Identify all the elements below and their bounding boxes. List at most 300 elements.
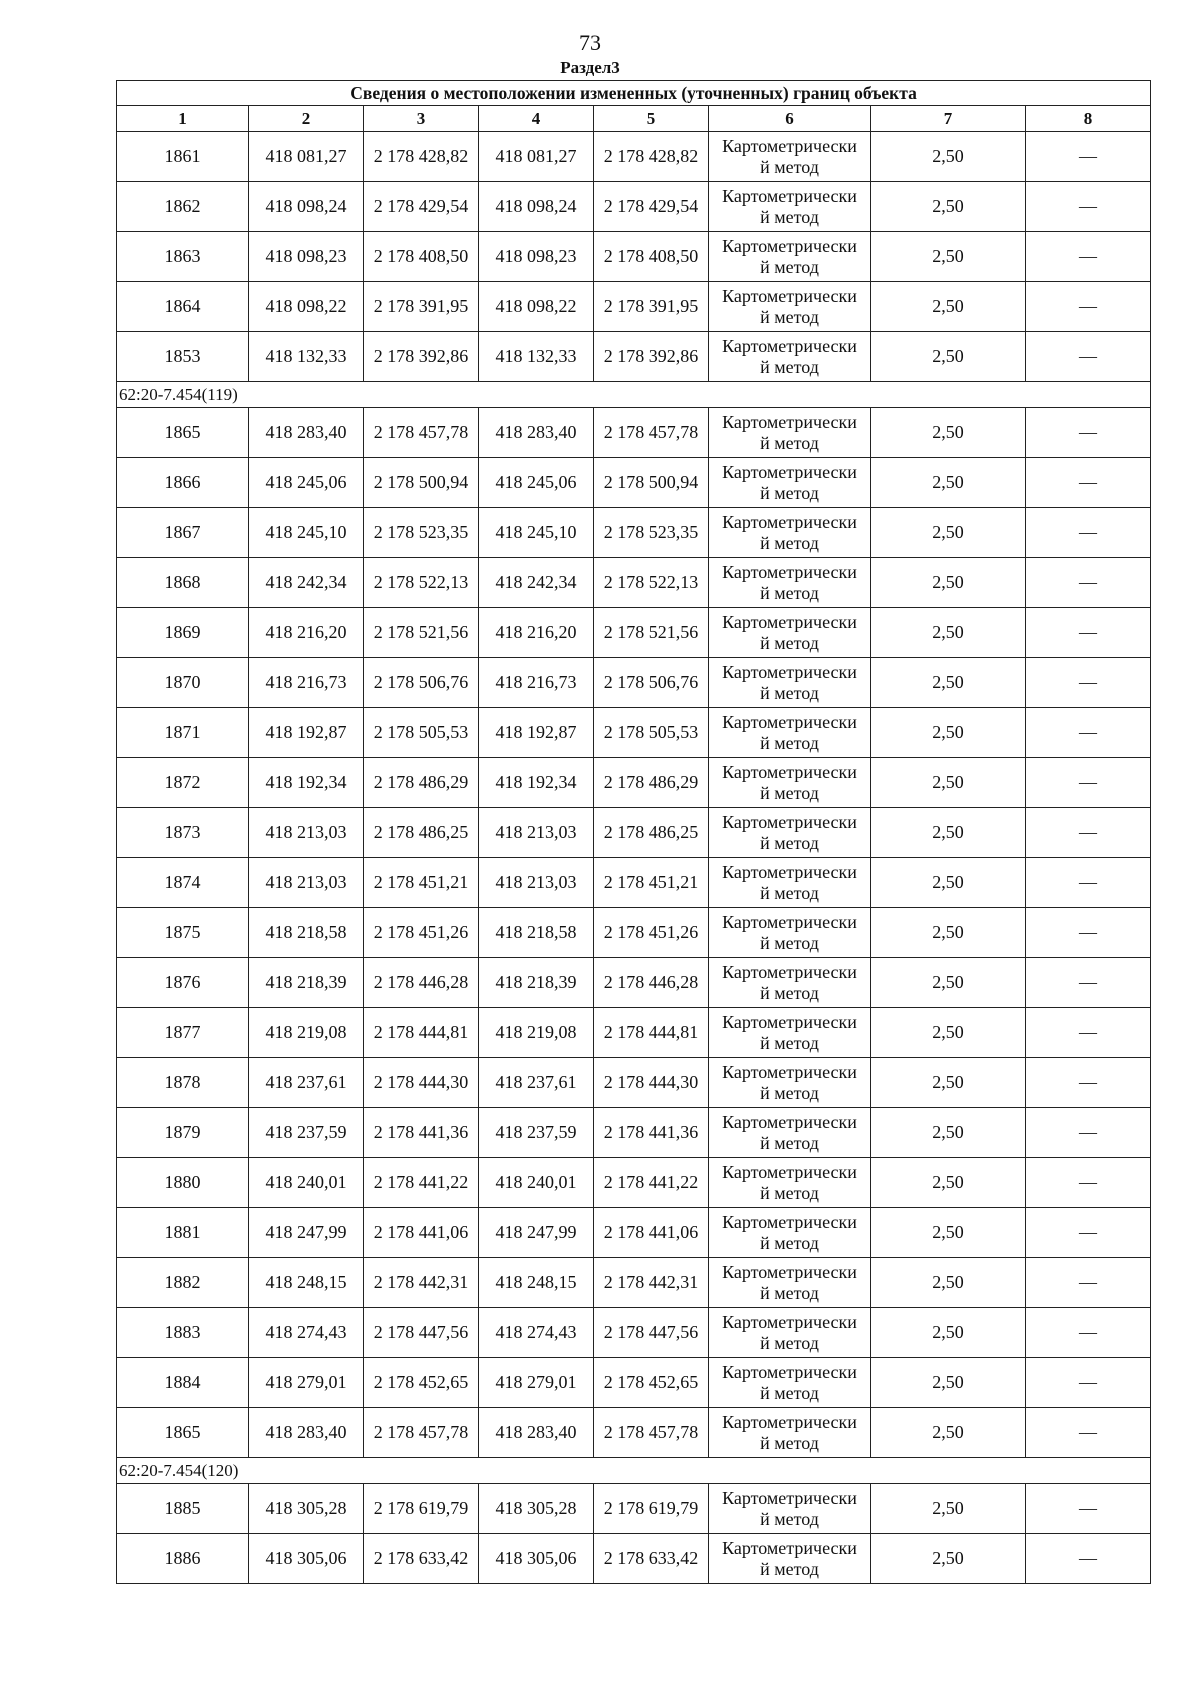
x-new: 418 245,10 bbox=[479, 508, 594, 558]
table-row bbox=[117, 182, 1151, 232]
accuracy: 2,50 bbox=[871, 958, 1026, 1008]
method-text: Картометрически bbox=[722, 861, 857, 882]
method-text: Картометрически bbox=[722, 1111, 857, 1132]
method-text: й метод bbox=[760, 782, 819, 803]
method-text: Картометрически bbox=[722, 1061, 857, 1082]
method-text: й метод bbox=[760, 206, 819, 227]
y-new: 2 178 500,94 bbox=[594, 458, 709, 508]
point-number: 1875 bbox=[117, 908, 249, 958]
accuracy: 2,50 bbox=[871, 332, 1026, 382]
table-row bbox=[117, 858, 1151, 908]
x-new: 418 213,03 bbox=[479, 808, 594, 858]
point-number: 1864 bbox=[117, 282, 249, 332]
x-old: 418 098,22 bbox=[249, 282, 364, 332]
column-number: 3 bbox=[364, 106, 479, 132]
description: — bbox=[1026, 332, 1151, 382]
y-new: 2 178 486,29 bbox=[594, 758, 709, 808]
method-cell bbox=[709, 608, 871, 658]
accuracy: 2,50 bbox=[871, 908, 1026, 958]
table-row bbox=[117, 958, 1151, 1008]
accuracy: 2,50 bbox=[871, 1358, 1026, 1408]
y-new: 2 178 619,79 bbox=[594, 1484, 709, 1534]
accuracy: 2,50 bbox=[871, 408, 1026, 458]
x-new: 418 192,34 bbox=[479, 758, 594, 808]
description: — bbox=[1026, 282, 1151, 332]
y-new: 2 178 446,28 bbox=[594, 958, 709, 1008]
y-old: 2 178 447,56 bbox=[364, 1308, 479, 1358]
section-title: Раздел3 bbox=[560, 58, 620, 77]
x-new: 418 242,34 bbox=[479, 558, 594, 608]
column-number: 5 bbox=[594, 106, 709, 132]
method-text: Картометрически bbox=[722, 1011, 857, 1032]
y-new: 2 178 428,82 bbox=[594, 132, 709, 182]
y-old: 2 178 451,21 bbox=[364, 858, 479, 908]
column-number: 4 bbox=[479, 106, 594, 132]
y-old: 2 178 441,22 bbox=[364, 1158, 479, 1208]
x-new: 418 218,39 bbox=[479, 958, 594, 1008]
description: — bbox=[1026, 708, 1151, 758]
page-number: 73 bbox=[579, 30, 601, 55]
description: — bbox=[1026, 858, 1151, 908]
accuracy: 2,50 bbox=[871, 282, 1026, 332]
point-number: 1885 bbox=[117, 1484, 249, 1534]
description: — bbox=[1026, 1484, 1151, 1534]
y-new: 2 178 521,56 bbox=[594, 608, 709, 658]
method-text: Картометрически bbox=[722, 961, 857, 982]
method-text: Картометрически bbox=[722, 661, 857, 682]
method-text: й метод bbox=[760, 1132, 819, 1153]
point-number: 1862 bbox=[117, 182, 249, 232]
method-text: й метод bbox=[760, 1432, 819, 1453]
y-new: 2 178 429,54 bbox=[594, 182, 709, 232]
point-number: 1876 bbox=[117, 958, 249, 1008]
method-text: й метод bbox=[760, 482, 819, 503]
column-number: 2 bbox=[249, 106, 364, 132]
method-cell bbox=[709, 1008, 871, 1058]
y-old: 2 178 441,36 bbox=[364, 1108, 479, 1158]
method-cell bbox=[709, 1258, 871, 1308]
description: — bbox=[1026, 458, 1151, 508]
point-number: 1882 bbox=[117, 1258, 249, 1308]
table-row bbox=[117, 282, 1151, 332]
method-text: й метод bbox=[760, 1232, 819, 1253]
y-old: 2 178 619,79 bbox=[364, 1484, 479, 1534]
y-old: 2 178 452,65 bbox=[364, 1358, 479, 1408]
y-new: 2 178 451,26 bbox=[594, 908, 709, 958]
method-cell bbox=[709, 708, 871, 758]
x-new: 418 132,33 bbox=[479, 332, 594, 382]
accuracy: 2,50 bbox=[871, 1208, 1026, 1258]
y-old: 2 178 392,86 bbox=[364, 332, 479, 382]
y-new: 2 178 392,86 bbox=[594, 332, 709, 382]
description: — bbox=[1026, 508, 1151, 558]
method-text: й метод bbox=[760, 1508, 819, 1529]
y-old: 2 178 521,56 bbox=[364, 608, 479, 658]
method-text: Картометрически bbox=[722, 611, 857, 632]
method-text: Картометрически bbox=[722, 1211, 857, 1232]
x-new: 418 237,61 bbox=[479, 1058, 594, 1108]
table-row bbox=[117, 708, 1151, 758]
table-row bbox=[117, 1408, 1151, 1458]
method-text: й метод bbox=[760, 306, 819, 327]
method-cell bbox=[709, 1484, 871, 1534]
point-number: 1880 bbox=[117, 1158, 249, 1208]
method-text: Картометрически bbox=[722, 1161, 857, 1182]
table-row bbox=[117, 232, 1151, 282]
x-new: 418 274,43 bbox=[479, 1308, 594, 1358]
table-caption-row bbox=[117, 81, 1151, 106]
y-old: 2 178 500,94 bbox=[364, 458, 479, 508]
y-new: 2 178 441,36 bbox=[594, 1108, 709, 1158]
point-number: 1861 bbox=[117, 132, 249, 182]
method-cell bbox=[709, 332, 871, 382]
method-text: Картометрически bbox=[722, 1487, 857, 1508]
y-old: 2 178 457,78 bbox=[364, 408, 479, 458]
x-new: 418 216,20 bbox=[479, 608, 594, 658]
x-old: 418 237,59 bbox=[249, 1108, 364, 1158]
method-text: Картометрически bbox=[722, 811, 857, 832]
x-old: 418 218,58 bbox=[249, 908, 364, 958]
description: — bbox=[1026, 958, 1151, 1008]
point-number: 1863 bbox=[117, 232, 249, 282]
table-row bbox=[117, 408, 1151, 458]
x-new: 418 237,59 bbox=[479, 1108, 594, 1158]
method-text: Картометрически bbox=[722, 511, 857, 532]
method-text: й метод bbox=[760, 582, 819, 603]
accuracy: 2,50 bbox=[871, 508, 1026, 558]
group-header-row bbox=[117, 382, 1151, 408]
y-new: 2 178 452,65 bbox=[594, 1358, 709, 1408]
point-number: 1881 bbox=[117, 1208, 249, 1258]
y-old: 2 178 446,28 bbox=[364, 958, 479, 1008]
description: — bbox=[1026, 182, 1151, 232]
x-old: 418 213,03 bbox=[249, 808, 364, 858]
method-text: й метод bbox=[760, 1382, 819, 1403]
accuracy: 2,50 bbox=[871, 232, 1026, 282]
description: — bbox=[1026, 1408, 1151, 1458]
y-new: 2 178 457,78 bbox=[594, 1408, 709, 1458]
y-old: 2 178 444,30 bbox=[364, 1058, 479, 1108]
method-cell bbox=[709, 758, 871, 808]
description: — bbox=[1026, 408, 1151, 458]
accuracy: 2,50 bbox=[871, 1308, 1026, 1358]
y-new: 2 178 522,13 bbox=[594, 558, 709, 608]
description: — bbox=[1026, 1534, 1151, 1584]
group-id: 62:20-7.454(120) bbox=[117, 1458, 1151, 1484]
method-text: й метод bbox=[760, 1332, 819, 1353]
method-text: Картометрически bbox=[722, 761, 857, 782]
method-text: й метод bbox=[760, 982, 819, 1003]
method-cell bbox=[709, 908, 871, 958]
y-new: 2 178 523,35 bbox=[594, 508, 709, 558]
point-number: 1873 bbox=[117, 808, 249, 858]
point-number: 1867 bbox=[117, 508, 249, 558]
table-row bbox=[117, 808, 1151, 858]
point-number: 1871 bbox=[117, 708, 249, 758]
x-new: 418 098,22 bbox=[479, 282, 594, 332]
y-new: 2 178 633,42 bbox=[594, 1534, 709, 1584]
x-new: 418 283,40 bbox=[479, 408, 594, 458]
x-new: 418 305,28 bbox=[479, 1484, 594, 1534]
method-text: й метод bbox=[760, 1082, 819, 1103]
group-id: 62:20-7.454(119) bbox=[117, 382, 1151, 408]
x-old: 418 240,01 bbox=[249, 1158, 364, 1208]
y-old: 2 178 428,82 bbox=[364, 132, 479, 182]
x-new: 418 247,99 bbox=[479, 1208, 594, 1258]
point-number: 1869 bbox=[117, 608, 249, 658]
accuracy: 2,50 bbox=[871, 858, 1026, 908]
column-number: 7 bbox=[871, 106, 1026, 132]
accuracy: 2,50 bbox=[871, 182, 1026, 232]
method-text: й метод bbox=[760, 632, 819, 653]
y-old: 2 178 442,31 bbox=[364, 1258, 479, 1308]
description: — bbox=[1026, 608, 1151, 658]
y-old: 2 178 505,53 bbox=[364, 708, 479, 758]
method-cell bbox=[709, 1308, 871, 1358]
method-text: Картометрически bbox=[722, 335, 857, 356]
x-old: 418 279,01 bbox=[249, 1358, 364, 1408]
x-new: 418 279,01 bbox=[479, 1358, 594, 1408]
y-new: 2 178 441,22 bbox=[594, 1158, 709, 1208]
y-old: 2 178 633,42 bbox=[364, 1534, 479, 1584]
point-number: 1866 bbox=[117, 458, 249, 508]
method-text: Картометрически bbox=[722, 1537, 857, 1558]
y-old: 2 178 429,54 bbox=[364, 182, 479, 232]
x-old: 418 242,34 bbox=[249, 558, 364, 608]
method-cell bbox=[709, 132, 871, 182]
method-cell bbox=[709, 808, 871, 858]
method-cell bbox=[709, 1534, 871, 1584]
description: — bbox=[1026, 808, 1151, 858]
y-new: 2 178 408,50 bbox=[594, 232, 709, 282]
accuracy: 2,50 bbox=[871, 1008, 1026, 1058]
table-row bbox=[117, 658, 1151, 708]
x-old: 418 248,15 bbox=[249, 1258, 364, 1308]
x-old: 418 216,20 bbox=[249, 608, 364, 658]
method-cell bbox=[709, 458, 871, 508]
accuracy: 2,50 bbox=[871, 558, 1026, 608]
x-old: 418 216,73 bbox=[249, 658, 364, 708]
x-new: 418 248,15 bbox=[479, 1258, 594, 1308]
boundary-points-table bbox=[116, 80, 1151, 1584]
y-old: 2 178 444,81 bbox=[364, 1008, 479, 1058]
y-new: 2 178 451,21 bbox=[594, 858, 709, 908]
method-cell bbox=[709, 182, 871, 232]
method-text: й метод bbox=[760, 1558, 819, 1579]
x-old: 418 081,27 bbox=[249, 132, 364, 182]
column-number: 6 bbox=[709, 106, 871, 132]
x-new: 418 213,03 bbox=[479, 858, 594, 908]
point-number: 1870 bbox=[117, 658, 249, 708]
method-text: й метод bbox=[760, 532, 819, 553]
point-number: 1879 bbox=[117, 1108, 249, 1158]
y-new: 2 178 457,78 bbox=[594, 408, 709, 458]
point-number: 1874 bbox=[117, 858, 249, 908]
x-old: 418 283,40 bbox=[249, 1408, 364, 1458]
point-number: 1865 bbox=[117, 408, 249, 458]
method-cell bbox=[709, 1208, 871, 1258]
method-text: Картометрически bbox=[722, 1411, 857, 1432]
x-old: 418 274,43 bbox=[249, 1308, 364, 1358]
x-new: 418 219,08 bbox=[479, 1008, 594, 1058]
method-text: Картометрически bbox=[722, 411, 857, 432]
x-new: 418 098,24 bbox=[479, 182, 594, 232]
table-row bbox=[117, 1158, 1151, 1208]
accuracy: 2,50 bbox=[871, 808, 1026, 858]
accuracy: 2,50 bbox=[871, 1408, 1026, 1458]
x-new: 418 305,06 bbox=[479, 1534, 594, 1584]
table-body bbox=[117, 81, 1151, 1584]
accuracy: 2,50 bbox=[871, 1258, 1026, 1308]
x-old: 418 132,33 bbox=[249, 332, 364, 382]
method-cell bbox=[709, 408, 871, 458]
accuracy: 2,50 bbox=[871, 458, 1026, 508]
y-new: 2 178 505,53 bbox=[594, 708, 709, 758]
accuracy: 2,50 bbox=[871, 608, 1026, 658]
method-text: й метод bbox=[760, 256, 819, 277]
description: — bbox=[1026, 1308, 1151, 1358]
description: — bbox=[1026, 132, 1151, 182]
description: — bbox=[1026, 232, 1151, 282]
table-row bbox=[117, 132, 1151, 182]
table-row bbox=[117, 508, 1151, 558]
y-new: 2 178 391,95 bbox=[594, 282, 709, 332]
point-number: 1886 bbox=[117, 1534, 249, 1584]
table-row bbox=[117, 758, 1151, 808]
accuracy: 2,50 bbox=[871, 1484, 1026, 1534]
point-number: 1872 bbox=[117, 758, 249, 808]
x-old: 418 218,39 bbox=[249, 958, 364, 1008]
y-new: 2 178 444,81 bbox=[594, 1008, 709, 1058]
method-text: Картометрически bbox=[722, 185, 857, 206]
description: — bbox=[1026, 1008, 1151, 1058]
method-cell bbox=[709, 282, 871, 332]
x-new: 418 283,40 bbox=[479, 1408, 594, 1458]
description: — bbox=[1026, 758, 1151, 808]
accuracy: 2,50 bbox=[871, 1108, 1026, 1158]
point-number: 1865 bbox=[117, 1408, 249, 1458]
method-text: й метод bbox=[760, 1282, 819, 1303]
description: — bbox=[1026, 1108, 1151, 1158]
accuracy: 2,50 bbox=[871, 1158, 1026, 1208]
x-old: 418 098,24 bbox=[249, 182, 364, 232]
method-text: Картометрически bbox=[722, 1261, 857, 1282]
y-new: 2 178 486,25 bbox=[594, 808, 709, 858]
method-text: й метод bbox=[760, 356, 819, 377]
y-new: 2 178 441,06 bbox=[594, 1208, 709, 1258]
x-old: 418 219,08 bbox=[249, 1008, 364, 1058]
description: — bbox=[1026, 558, 1151, 608]
description: — bbox=[1026, 1258, 1151, 1308]
y-new: 2 178 506,76 bbox=[594, 658, 709, 708]
accuracy: 2,50 bbox=[871, 1534, 1026, 1584]
y-new: 2 178 442,31 bbox=[594, 1258, 709, 1308]
table-row bbox=[117, 608, 1151, 658]
point-number: 1883 bbox=[117, 1308, 249, 1358]
y-old: 2 178 391,95 bbox=[364, 282, 479, 332]
method-cell bbox=[709, 958, 871, 1008]
x-old: 418 305,28 bbox=[249, 1484, 364, 1534]
x-new: 418 216,73 bbox=[479, 658, 594, 708]
table-row bbox=[117, 332, 1151, 382]
y-old: 2 178 451,26 bbox=[364, 908, 479, 958]
method-text: Картометрически bbox=[722, 1311, 857, 1332]
table-row bbox=[117, 1484, 1151, 1534]
method-cell bbox=[709, 1358, 871, 1408]
table-row bbox=[117, 1058, 1151, 1108]
y-old: 2 178 457,78 bbox=[364, 1408, 479, 1458]
table-row bbox=[117, 1358, 1151, 1408]
point-number: 1878 bbox=[117, 1058, 249, 1108]
method-text: й метод bbox=[760, 932, 819, 953]
method-text: й метод bbox=[760, 832, 819, 853]
method-cell bbox=[709, 858, 871, 908]
x-old: 418 192,87 bbox=[249, 708, 364, 758]
method-cell bbox=[709, 232, 871, 282]
accuracy: 2,50 bbox=[871, 708, 1026, 758]
method-text: Картометрически bbox=[722, 461, 857, 482]
y-old: 2 178 523,35 bbox=[364, 508, 479, 558]
description: — bbox=[1026, 908, 1151, 958]
method-text: Картометрически bbox=[722, 235, 857, 256]
y-new: 2 178 444,30 bbox=[594, 1058, 709, 1108]
table-row bbox=[117, 558, 1151, 608]
description: — bbox=[1026, 1358, 1151, 1408]
x-old: 418 245,06 bbox=[249, 458, 364, 508]
point-number: 1853 bbox=[117, 332, 249, 382]
description: — bbox=[1026, 1158, 1151, 1208]
description: — bbox=[1026, 1058, 1151, 1108]
column-number: 8 bbox=[1026, 106, 1151, 132]
y-new: 2 178 447,56 bbox=[594, 1308, 709, 1358]
method-cell bbox=[709, 1058, 871, 1108]
description: — bbox=[1026, 1208, 1151, 1258]
x-old: 418 283,40 bbox=[249, 408, 364, 458]
table-row bbox=[117, 1208, 1151, 1258]
description: — bbox=[1026, 658, 1151, 708]
y-old: 2 178 408,50 bbox=[364, 232, 479, 282]
method-cell bbox=[709, 658, 871, 708]
method-text: Картометрически bbox=[722, 911, 857, 932]
method-cell bbox=[709, 1108, 871, 1158]
x-new: 418 240,01 bbox=[479, 1158, 594, 1208]
x-old: 418 305,06 bbox=[249, 1534, 364, 1584]
method-text: й метод bbox=[760, 682, 819, 703]
method-text: Картометрически bbox=[722, 285, 857, 306]
method-text: Картометрически bbox=[722, 561, 857, 582]
method-cell bbox=[709, 558, 871, 608]
point-number: 1884 bbox=[117, 1358, 249, 1408]
method-text: й метод bbox=[760, 1032, 819, 1053]
x-old: 418 247,99 bbox=[249, 1208, 364, 1258]
method-cell bbox=[709, 1158, 871, 1208]
y-old: 2 178 486,29 bbox=[364, 758, 479, 808]
x-old: 418 237,61 bbox=[249, 1058, 364, 1108]
y-old: 2 178 522,13 bbox=[364, 558, 479, 608]
x-new: 418 192,87 bbox=[479, 708, 594, 758]
group-header-row bbox=[117, 1458, 1151, 1484]
x-new: 418 245,06 bbox=[479, 458, 594, 508]
method-text: Картометрически bbox=[722, 135, 857, 156]
table-row bbox=[117, 458, 1151, 508]
method-text: й метод bbox=[760, 156, 819, 177]
x-old: 418 192,34 bbox=[249, 758, 364, 808]
table-row bbox=[117, 1008, 1151, 1058]
x-old: 418 213,03 bbox=[249, 858, 364, 908]
x-old: 418 098,23 bbox=[249, 232, 364, 282]
table-row bbox=[117, 1108, 1151, 1158]
accuracy: 2,50 bbox=[871, 1058, 1026, 1108]
